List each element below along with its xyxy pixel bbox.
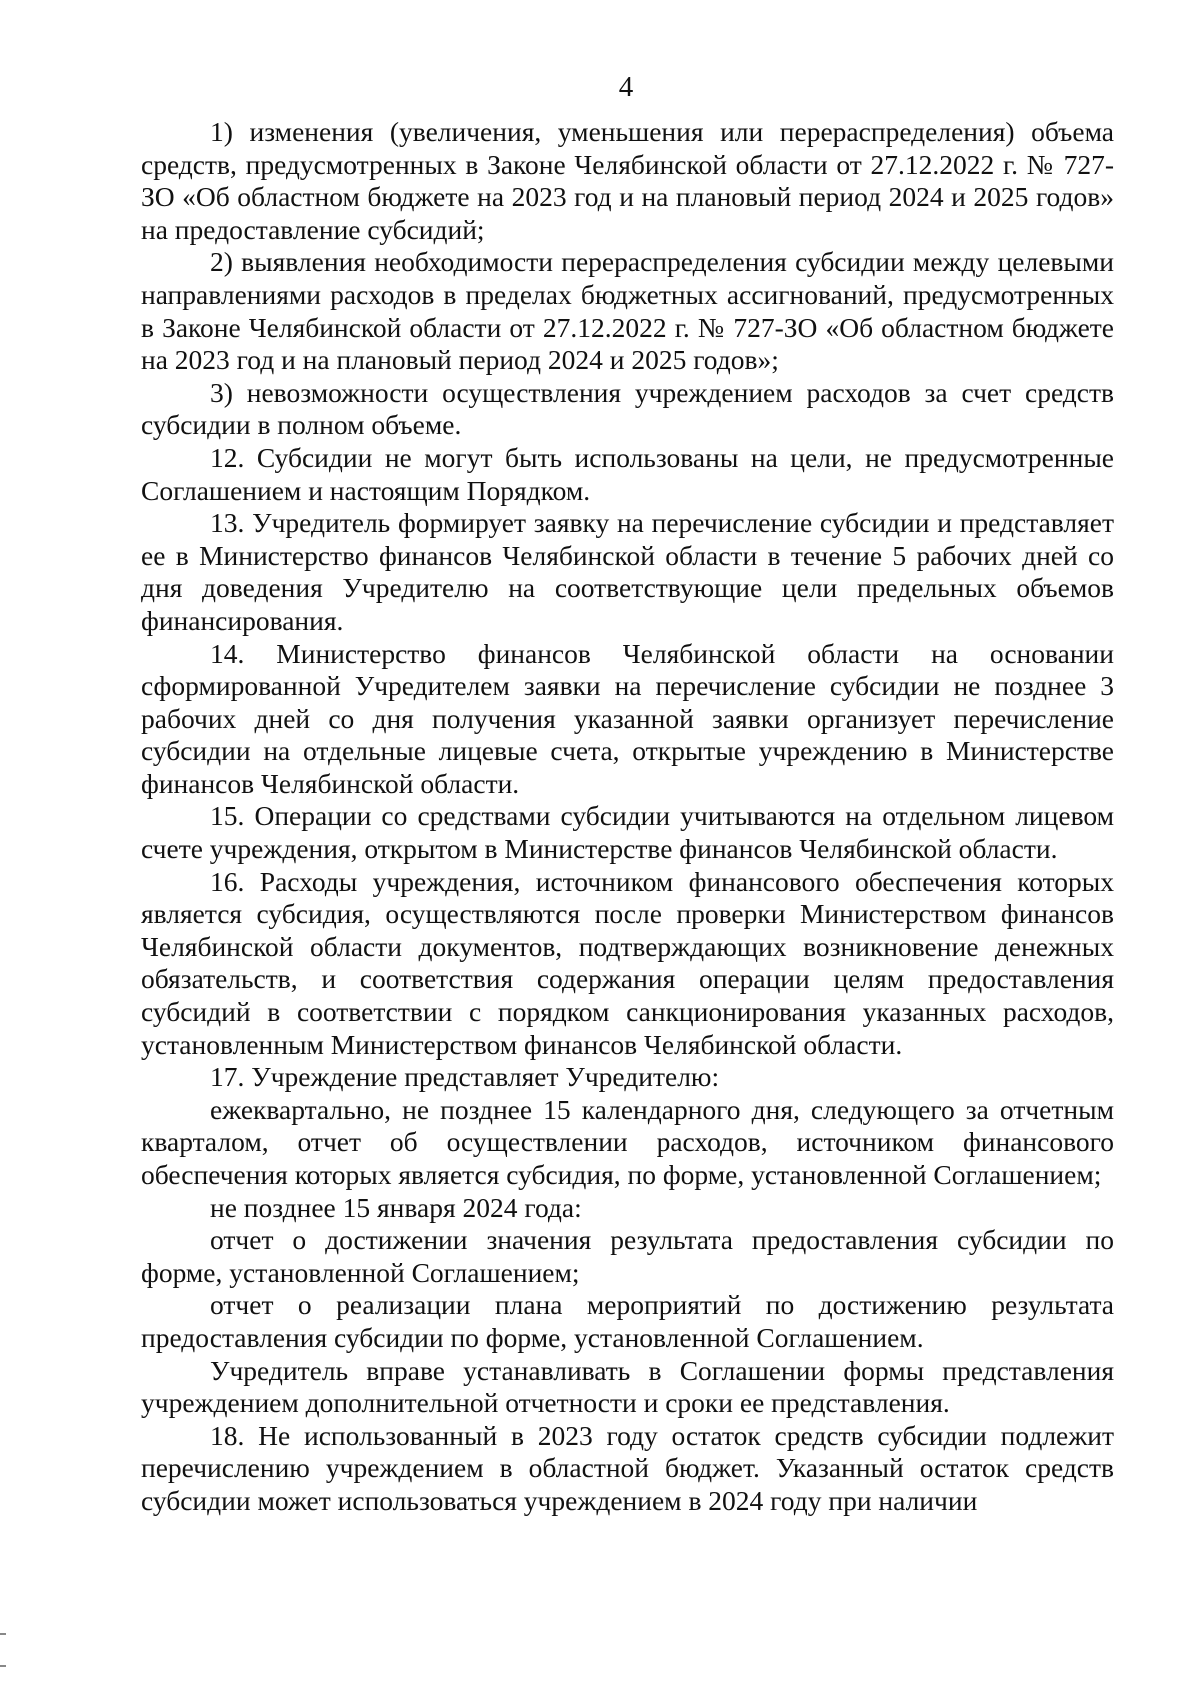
paragraph-17-deadline: не позднее 15 января 2024 года: xyxy=(210,1191,582,1223)
paragraph-item-1: 1) изменения (увеличения, уменьшения или перераспределения) объема средств, предусмотренных в Законе Челябинской области от 27.12.2022 г. № 727-ЗО «Об областном бюджете на 2023 год и на плановый период 2024 и 2025 годов» на предоставление субсидий; xyxy=(141,116,1114,245)
paragraph-18: 18. Не использованный в 2023 году остаток средств субсидии подлежит перечислению учреждением в областной бюджет. Указанный остаток средств субсидии может использоваться учреждением в 2024 году при наличии xyxy=(141,1419,1114,1516)
page-number: 4 xyxy=(618,71,634,103)
scan-edge-mark xyxy=(0,1633,6,1635)
paragraph-14: 14. Министерство финансов Челябинской области на основании сформированной Учредителем заявки на перечисление субсидии не позднее 3 рабочих дней со дня получения указанной заявки организует перечисление субсидии на отдельные лицевые счета, открытые учреждению в Министерстве финансов Челябинской области. xyxy=(141,637,1114,799)
document-body xyxy=(141,116,1114,1518)
paragraph-17-report-result: отчет о достижении значения результата предоставления субсидии по форме, установленной Соглашением; xyxy=(141,1224,1114,1288)
scan-edge-mark xyxy=(0,1665,6,1667)
paragraph-16: 16. Расходы учреждения, источником финансового обеспечения которых является субсидия, осуществляются после проверки Министерством финансов Челябинской области документов, подтверждающих возникновение денежных обязательств, и соответствия содержания операции целям предоставления субсидий в соответствии с порядком санкционирования указанных расходов, установленным Министерством финансов Челябинской области. xyxy=(141,865,1114,1060)
paragraph-13: 13. Учредитель формирует заявку на перечисление субсидии и представляет ее в Министерство финансов Челябинской области в течение 5 рабочих дней со дня доведения Учредителю на соответствующие цели предельных объемов финансирования. xyxy=(141,507,1114,636)
paragraph-17-additional: Учредитель вправе устанавливать в Соглашении формы представления учреждением дополнительной отчетности и сроки ее представления. xyxy=(141,1354,1114,1419)
paragraph-12: 12. Субсидии не могут быть использованы на цели, не предусмотренные Соглашением и настоящим Порядком. xyxy=(141,441,1114,506)
paragraph-15: 15. Операции со средствами субсидии учитываются на отдельном лицевом счете учреждения, открытом в Министерстве финансов Челябинской области. xyxy=(141,800,1114,865)
paragraph-item-3: 3) невозможности осуществления учреждением расходов за счет средств субсидии в полном объеме. xyxy=(141,376,1114,441)
paragraph-17-report-plan: отчет о реализации плана мероприятий по достижению результата предоставления субсидии по форме, установленной Соглашением. xyxy=(141,1289,1114,1353)
paragraph-17: 17. Учреждение представляет Учредителю: xyxy=(210,1061,720,1093)
paragraph-item-2: 2) выявления необходимости перераспределения субсидии между целевыми направлениями расходов в пределах бюджетных ассигнований, предусмотренных в Законе Челябинской области от 27.12.2022 г. № 727-ЗО «Об областном бюджете на 2023 год и на плановый период 2024 и 2025 годов»; xyxy=(141,246,1114,376)
paragraph-17-quarterly: ежеквартально, не позднее 15 календарного дня, следующего за отчетным кварталом, отчет об осуществлении расходов, источником финансового обеспечения которых является субсидия, по форме, установленной Соглашением; xyxy=(141,1093,1114,1190)
